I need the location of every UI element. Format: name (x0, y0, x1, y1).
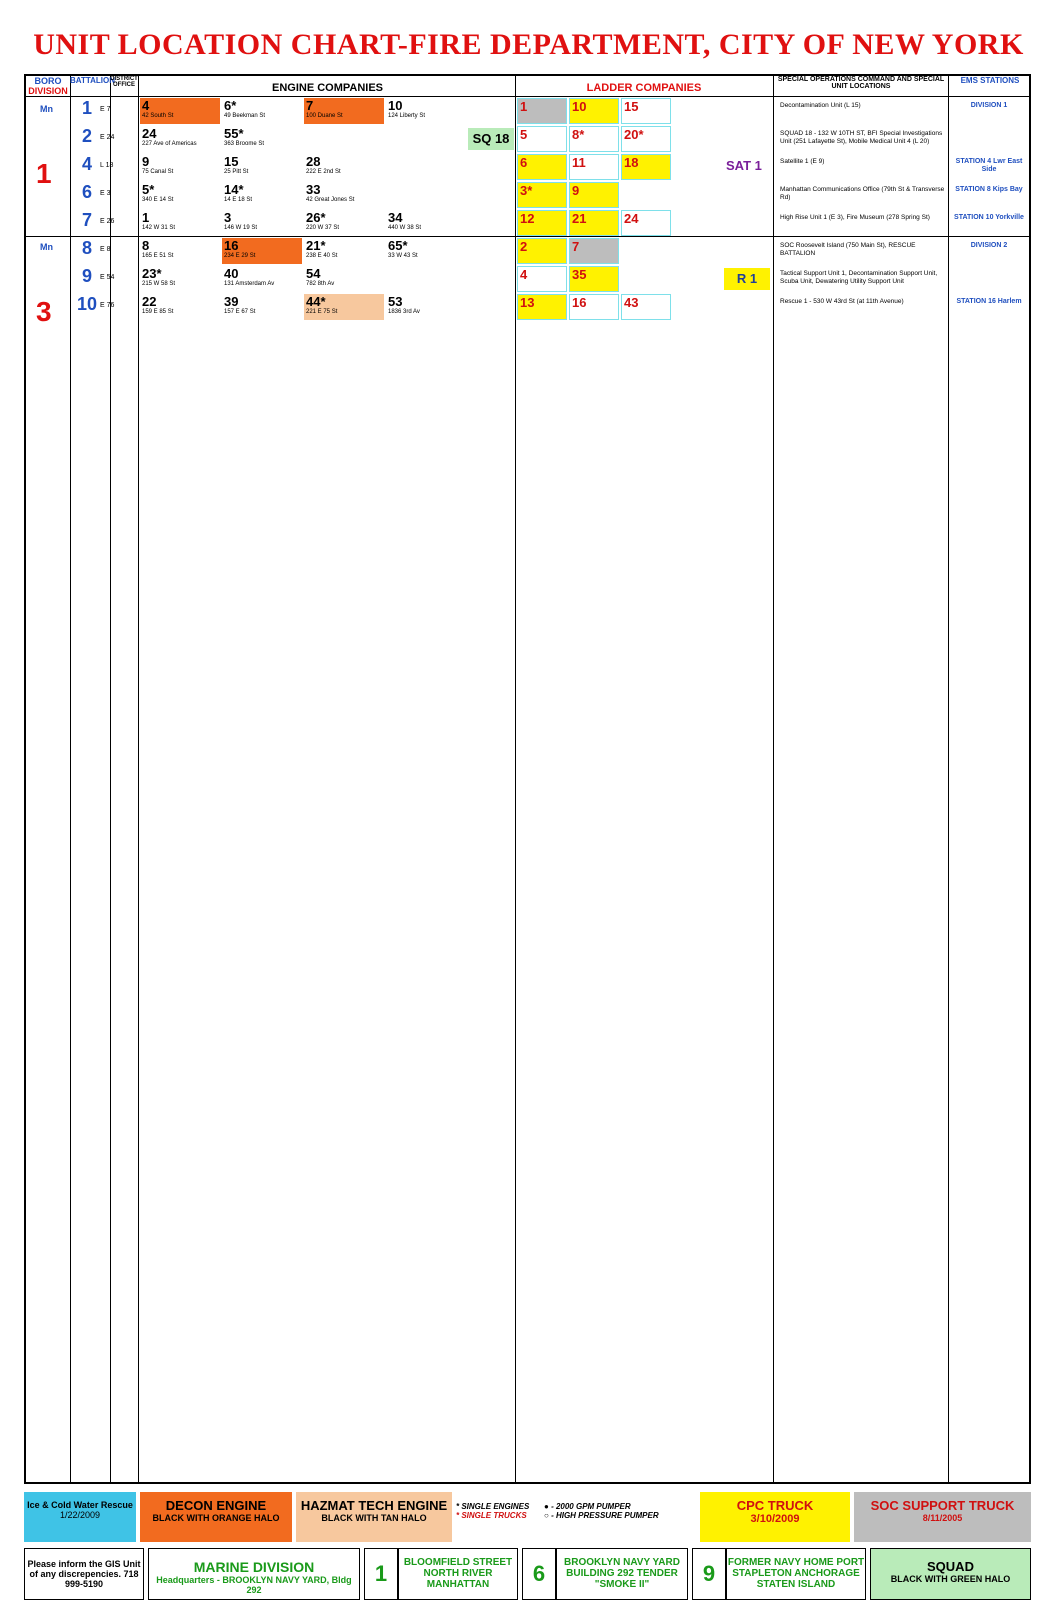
engine-address: 42 South St (142, 113, 174, 119)
ems-station: STATION 8 Kips Bay (955, 186, 1023, 193)
engine-number: 53 (388, 294, 403, 309)
boro-tag: Mn (40, 242, 53, 252)
engine-address: 234 E 29 St (224, 253, 256, 259)
special-unit-note: Manhattan Communications Office (79th St & Transverse Rd) (780, 186, 945, 201)
engine-number: 33 (306, 182, 321, 197)
divider (24, 96, 1031, 97)
battalion-row (0, 294, 1057, 322)
engine-number: 28 (306, 154, 321, 169)
engine-number: 16 (224, 238, 239, 253)
battalion-hq: E 7 (100, 106, 111, 113)
special-unit-note: Rescue 1 - 530 W 43rd St (at 11th Avenue) (780, 298, 904, 305)
engine-address: 42 Great Jones St (306, 197, 355, 203)
engine-address: 221 E 75 St (306, 309, 338, 315)
engine-company (386, 238, 466, 264)
battalion-hq: L 18 (100, 162, 114, 169)
footer-marine-1-text: BLOOMFIELD STREET NORTH RIVER MANHATTAN (398, 1548, 518, 1600)
division-number: 3 (36, 296, 52, 327)
legend-pumper (544, 1492, 684, 1542)
engine-company (386, 294, 466, 320)
battalion-number: 4 (81, 154, 92, 174)
engine-address: 440 W 38 St (388, 225, 422, 231)
engine-address: 238 E 40 St (306, 253, 338, 259)
footer-marine-6-text: BROOKLYN NAVY YARD BUILDING 292 TENDER "SMOKE II" (556, 1548, 688, 1600)
engine-number: 44* (306, 294, 326, 309)
legend-soc-label: SOC SUPPORT TRUCK (870, 1498, 1015, 1513)
footer-squad-sub: BLACK WITH GREEN HALO (890, 1574, 1011, 1584)
ladder-company: 3* (517, 182, 567, 208)
engine-company (304, 266, 384, 292)
special-unit-note: Tactical Support Unit 1, Decontamination Support Unit, Scuba Unit, Dewatering Utility Support Unit (780, 270, 938, 285)
engine-address: 215 W 58 St (142, 281, 176, 287)
division-header: DIVISION (28, 86, 68, 96)
engine-address: 157 E 67 St (224, 309, 256, 315)
ladder-company: 6 (517, 154, 567, 180)
engine-address: 220 W 37 St (306, 225, 340, 231)
engine-company (304, 182, 384, 208)
engine-company (222, 98, 302, 124)
engine-number: 55* (224, 126, 244, 141)
footer-marine-9: 9 (692, 1548, 726, 1600)
legend-single-engines: * SINGLE ENGINES (456, 1502, 530, 1511)
engine-company (222, 294, 302, 320)
squad-badge: SQ 18 (468, 128, 514, 150)
ladder-company: 12 (517, 210, 567, 236)
engine-company (140, 294, 220, 320)
battalion-hq: E 26 (100, 218, 115, 225)
battalion-hq: E 8 (100, 246, 111, 253)
battalion-number: 7 (81, 210, 92, 230)
special-header: SPECIAL OPERATIONS COMMAND AND SPECIAL UNIT LOCATIONS (777, 76, 945, 90)
engine-address: 1836 3rd Av (388, 309, 420, 315)
engine-company (304, 294, 384, 320)
ladder-company: 7 (569, 238, 619, 264)
engine-company (304, 98, 384, 124)
ems-station: STATION 10 Yorkville (954, 214, 1024, 221)
engine-address: 75 Canal St (142, 169, 174, 175)
engine-address: 782 8th Av (306, 281, 335, 287)
engine-company (140, 210, 220, 236)
engine-address: 146 W 19 St (224, 225, 258, 231)
footer-marine-label: MARINE DIVISION (193, 1559, 315, 1575)
special-unit-note: SQUAD 18 - 132 W 10TH ST, BFI Special Investigations Unit (251 Lafayette St), Mobile Medical Unit 4 (L 20) (780, 130, 943, 145)
ladder-company: 2 (517, 238, 567, 264)
engine-number: 8 (142, 238, 150, 253)
battalion-row (0, 126, 1057, 154)
engine-number: 6* (224, 98, 237, 113)
battalion-row (0, 182, 1057, 210)
division-number: 1 (36, 158, 52, 189)
engine-number: 5* (142, 182, 155, 197)
engine-address: 131 Amsterdam Av (224, 281, 275, 287)
footer-squad-label: SQUAD (927, 1559, 974, 1574)
ladder-company: 8* (569, 126, 619, 152)
battalion-row (0, 266, 1057, 294)
district-header: DISTRICT OFFICE (110, 76, 138, 88)
legend-soc-date: 8/11/2005 (922, 1513, 963, 1523)
engine-company (140, 182, 220, 208)
engine-number: 7 (306, 98, 314, 113)
ladder-company: 20* (621, 126, 671, 152)
special-unit-note: Decontamination Unit (L 15) (780, 102, 861, 109)
boro-tag: Mn (40, 104, 53, 114)
ladder-company: 13 (517, 294, 567, 320)
ladder-company: 16 (569, 294, 619, 320)
engine-address: 14 E 18 St (224, 197, 253, 203)
engine-number: 21* (306, 238, 326, 253)
battalion-hq: E 24 (100, 134, 115, 141)
engine-company (386, 98, 466, 124)
engine-number: 15 (224, 154, 239, 169)
engine-number: 3 (224, 210, 232, 225)
legend-soc (854, 1492, 1031, 1542)
ladder-company: 1 (517, 98, 567, 124)
legend-hazmat (296, 1492, 452, 1542)
engine-company (386, 210, 466, 236)
engine-address: 363 Broome St (224, 141, 265, 147)
engine-header: ENGINE COMPANIES (271, 82, 384, 94)
footer-marine-9-text: FORMER NAVY HOME PORT STAPLETON ANCHORAGE STATEN ISLAND (726, 1548, 866, 1600)
ladder-company: 10 (569, 98, 619, 124)
footer-marine-sub: Headquarters - BROOKLYN NAVY YARD, Bldg 292 (156, 1575, 352, 1595)
ladder-company: 18 (621, 154, 671, 180)
legend-cpc-date: 3/10/2009 (750, 1513, 800, 1525)
legend-2000-gpm: ● - 2000 GPM PUMPER (544, 1502, 631, 1511)
battalion-row (0, 98, 1057, 126)
engine-number: 65* (388, 238, 408, 253)
engine-number: 4 (142, 98, 150, 113)
ems-station: DIVISION 1 (970, 102, 1008, 109)
ladder-company: 5 (517, 126, 567, 152)
footer-marine (148, 1548, 360, 1600)
engine-address: 124 Liberty St (388, 113, 426, 119)
engine-company (304, 238, 384, 264)
battalion-number: 10 (76, 294, 98, 314)
legend-cpc (700, 1492, 850, 1542)
battalion-row (0, 154, 1057, 182)
engine-number: 23* (142, 266, 162, 281)
battalion-hq: E 54 (100, 274, 115, 281)
engine-company (222, 210, 302, 236)
ladder-company: 24 (621, 210, 671, 236)
engine-company (140, 154, 220, 180)
legend-hazmat-sub: BLACK WITH TAN HALO (321, 1513, 427, 1523)
footer-marine-1: 1 (364, 1548, 398, 1600)
engine-company (222, 126, 302, 152)
engine-address: 25 Pitt St (224, 169, 249, 175)
engine-number: 24 (142, 126, 157, 141)
special-unit-note: Satellite 1 (E 9) (780, 158, 825, 165)
legend-single (456, 1492, 540, 1542)
battalion-header: BATTALION (70, 76, 116, 85)
ems-station: STATION 4 Lwr East Side (955, 158, 1023, 173)
engine-company (304, 154, 384, 180)
ladder-header: LADDER COMPANIES (586, 82, 702, 94)
engine-company (140, 238, 220, 264)
engine-address: 222 E 2nd St (306, 169, 341, 175)
satellite-label: SAT 1 (726, 158, 762, 173)
battalion-number: 1 (81, 98, 92, 118)
legend-ice-label: Ice & Cold Water Rescue (27, 1500, 133, 1510)
engine-address: 142 W 31 St (142, 225, 176, 231)
legend-ice-date: 1/22/2009 (59, 1510, 101, 1520)
battalion-number: 2 (81, 126, 92, 146)
engine-address: 100 Duane St (306, 113, 343, 119)
engine-address: 227 Ave of Americas (142, 141, 197, 147)
engine-number: 26* (306, 210, 326, 225)
footer-marine-6: 6 (522, 1548, 556, 1600)
engine-company (304, 210, 384, 236)
ladder-company: 21 (569, 210, 619, 236)
page-title: UNIT LOCATION CHART-FIRE DEPARTMENT, CITY OF NEW YORK (33, 28, 1024, 61)
ems-station: STATION 16 Harlem (956, 298, 1022, 305)
engine-address: 33 W 43 St (388, 253, 418, 259)
footer-gis-note: Please inform the GIS Unit of any discrepencies. 718 999-5190 (24, 1548, 144, 1600)
ems-header: EMS STATIONS (960, 76, 1020, 85)
engine-number: 9 (142, 154, 150, 169)
engine-number: 14* (224, 182, 244, 197)
legend-hp-label: - HIGH PRESSURE PUMPER (551, 1511, 659, 1520)
engine-company (140, 98, 220, 124)
ladder-company: 15 (621, 98, 671, 124)
rescue-badge: R 1 (724, 268, 770, 290)
battalion-hq: E 3 (100, 190, 111, 197)
special-unit-note: High Rise Unit 1 (E 3), Fire Museum (278 Spring St) (780, 214, 930, 221)
battalion-number: 9 (81, 266, 92, 286)
legend-hp: ○ - HIGH PRESSURE PUMPER (544, 1511, 659, 1520)
ladder-company: 35 (569, 266, 619, 292)
engine-company (140, 126, 220, 152)
battalion-row (0, 238, 1057, 266)
engine-company (222, 266, 302, 292)
engine-number: 1 (142, 210, 150, 225)
ladder-company: 4 (517, 266, 567, 292)
engine-number: 40 (224, 266, 239, 281)
legend-cpc-label: CPC TRUCK (736, 1498, 814, 1513)
legend-decon (140, 1492, 292, 1542)
legend-2000-gpm-label: - 2000 GPM PUMPER (551, 1502, 631, 1511)
legend-ice-rescue (24, 1492, 136, 1542)
battalion-number: 6 (81, 182, 92, 202)
engine-number: 10 (388, 98, 403, 113)
battalion-number: 8 (81, 238, 92, 258)
engine-number: 34 (388, 210, 403, 225)
engine-address: 49 Beekman St (224, 113, 266, 119)
legend-single-trucks: * SINGLE TRUCKS (456, 1511, 527, 1520)
engine-address: 159 E 85 St (142, 309, 174, 315)
ladder-company: 9 (569, 182, 619, 208)
legend-single-trucks-label: SINGLE TRUCKS (461, 1511, 527, 1520)
battalion-row (0, 210, 1057, 238)
ladder-company: 43 (621, 294, 671, 320)
battalion-hq: E 76 (100, 302, 115, 309)
footer-squad (870, 1548, 1031, 1600)
engine-number: 22 (142, 294, 157, 309)
legend-decon-sub: BLACK WITH ORANGE HALO (152, 1513, 280, 1523)
special-unit-note: SOC Roosevelt Island (750 Main St), RESCUE BATTALION (780, 242, 916, 257)
engine-number: 39 (224, 294, 239, 309)
engine-company (222, 238, 302, 264)
engine-company (222, 182, 302, 208)
engine-company (140, 266, 220, 292)
engine-company (222, 154, 302, 180)
ladder-company: 11 (569, 154, 619, 180)
engine-number: 54 (306, 266, 321, 281)
ems-station: DIVISION 2 (970, 242, 1008, 249)
boro-header: BORO (34, 76, 62, 86)
engine-address: 165 E 51 St (142, 253, 174, 259)
legend-hazmat-label: HAZMAT TECH ENGINE (300, 1498, 448, 1513)
legend-single-engines-label: SINGLE ENGINES (461, 1502, 530, 1511)
engine-address: 340 E 14 St (142, 197, 174, 203)
legend-decon-label: DECON ENGINE (165, 1498, 267, 1513)
